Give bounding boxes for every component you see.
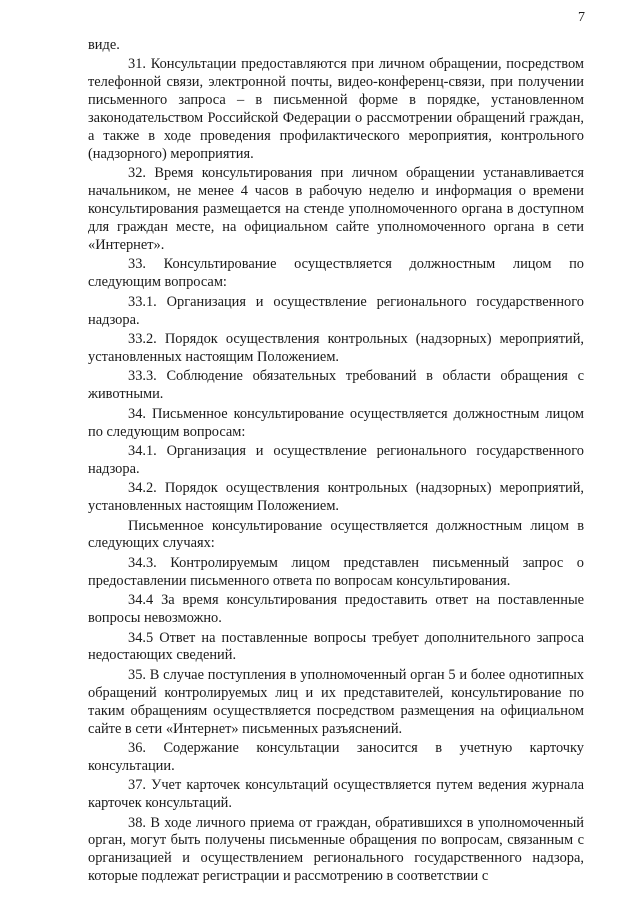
- paragraph-31: 31. Консультации предоставляются при личном обращении, посредством телефонной связи, электронной почты, видео-конференц-связи, при получении письменного запроса – в письменной форме в порядке, установленном законодательством Российской Федерации о рассмотрении обращений граждан, а также в ходе проведения профилактического мероприятия, контрольного (надзорного) мероприятия.: [88, 56, 584, 162]
- document-body: [88, 37, 584, 888]
- paragraph-33-3: 33.3. Соблюдение обязательных требований в области обращения с животными.: [88, 368, 584, 403]
- paragraph-written-cases: Письменное консультирование осуществляется должностным лицом в следующих случаях:: [88, 517, 584, 552]
- paragraph-34-4: 34.4 За время консультирования предоставить ответ на поставленные вопросы невозможно.: [88, 592, 584, 627]
- paragraph-continuation: виде.: [88, 37, 120, 53]
- paragraph-34-3: 34.3. Контролируемым лицом представлен письменный запрос о предоставлении письменного ответа по вопросам консультирования.: [88, 554, 584, 589]
- paragraph-34-2: 34.2. Порядок осуществления контрольных (надзорных) мероприятий, установленных настоящим Положением.: [88, 480, 584, 515]
- paragraph-34-1: 34.1. Организация и осуществление регионального государственного надзора.: [88, 442, 584, 477]
- paragraph-33: 33. Консультирование осуществляется должностным лицом по следующим вопросам:: [88, 256, 584, 291]
- paragraph-33-2: 33.2. Порядок осуществления контрольных (надзорных) мероприятий, установленных настоящим Положением.: [88, 331, 584, 365]
- paragraph-34: 34. Письменное консультирование осуществляется должностным лицом по следующим вопросам:: [88, 405, 584, 440]
- paragraph-35: 35. В случае поступления в уполномоченный орган 5 и более однотипных обращений контролируемых лиц и их представителей, консультирование по таким обращениям осуществляется посредством размещения на официальном сайте в сети «Интернет» письменных разъяснений.: [88, 666, 584, 737]
- paragraph-34-5: 34.5 Ответ на поставленные вопросы требует дополнительного запроса недостающих сведений.: [88, 629, 584, 664]
- paragraph-38: 38. В ходе личного приема от граждан, обратившихся в уполномоченный орган, могут быть получены письменные обращения по вопросам, связанным с организацией и осуществлением регионального государственного надзора, которые подлежат регистрации и рассмотрению в соответствии с: [88, 814, 584, 885]
- paragraph-36: 36. Содержание консультации заносится в учетную карточку консультации.: [88, 739, 584, 774]
- paragraph-32: 32. Время консультирования при личном обращении устанавливается начальником, не менее 4 часов в рабочую неделю и информация о времени консультирования размещается на стенде уполномоченного органа в доступном для граждан месте, на официальном сайте уполномоченного органа в сети «Интернет».: [88, 165, 584, 253]
- page-number: 7: [578, 10, 585, 25]
- paragraph-33-1: 33.1. Организация и осуществление регионального государственного надзора.: [88, 293, 584, 328]
- paragraph-37: 37. Учет карточек консультаций осуществляется путем ведения журнала карточек консультаций.: [88, 777, 584, 812]
